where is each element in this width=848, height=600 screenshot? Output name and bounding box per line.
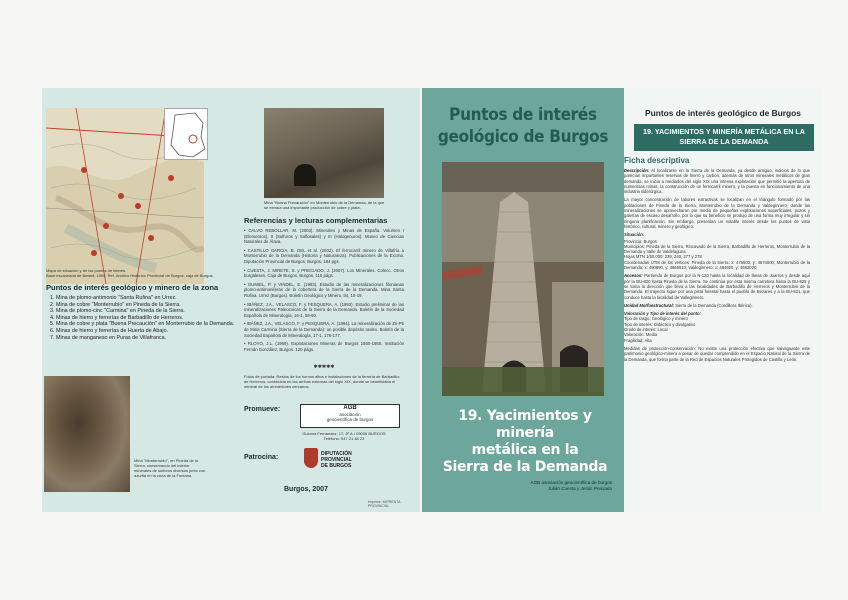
agb-logo-line: asociación	[339, 412, 361, 417]
para-2: La mayor concentración de labores extractivas se localizan en el triángulo formado por las poblaciones de Pineda de la Sierra, Monterrubio de la Demanda y Valdeginnero, donde las mineralizaciones se aprovecharon por medio de pequeñas explotaciones superficiales, pozos y galerías de escaso desarrollo, por lo que su beneficio se produjo de una forma muy irregular y sin ninguna planificación. Sin embargo, presentan un notable interés desde los puntos de vista histórico, cultural, minero y geológico.	[624, 197, 810, 229]
mine-entrance	[294, 164, 316, 186]
refs-list	[244, 228, 404, 355]
diputacion-logo-text	[321, 451, 352, 469]
patrocina-label: Patrocina:	[244, 454, 279, 461]
agb-logo-line: geocientífica de burgos	[326, 417, 374, 422]
unidad-text: Sierra de la Demanda (Cordillera Ibérica).	[674, 302, 753, 308]
diputacion-line: DIPUTACIÓN	[321, 451, 352, 457]
list-item: • IBÁÑEZ, J.A., VELASCO, F. y PESQUERA, A. (1993). Estudio preliminar de las mineralizaciones Paleozoicas de la Sierra de la Demanda. Boletín de la Sociedad Española de Mineralogía, 16-1, 59-60.	[244, 301, 404, 318]
ficha-title: Ficha descriptiva	[624, 156, 690, 165]
list-item: 1. Mina de plomo-antimonio "Santa Rufina" en Urrez.	[56, 295, 240, 302]
situacion-line: Municipios: Pineda de la Sierra, Riocavado de la Sierra, Barbadillo de Herreros, Monterrubio de la Demanda y Valle de Valdelaguna.	[624, 243, 810, 255]
list-item: • CALVO REBOLLAR, M. (2003). Minerales y Minas de España. Volumen I (Elementos), II (Sulfuros y Sulfosales) y III (Halogenuros). Museo de Ciencias Naturales de Álava.	[244, 228, 404, 245]
unidad-label: Unidad Morfoestructural:	[624, 302, 675, 308]
accesos-label: Accesos:	[624, 273, 643, 279]
panel-references	[244, 88, 420, 512]
sites-title: Puntos de interés geológico y minero de la zona	[46, 283, 219, 292]
subtitle-line: metálica en la	[471, 442, 579, 458]
province-outline	[165, 109, 208, 160]
description-para	[624, 168, 810, 194]
diputacion-line: PROVINCIAL	[321, 457, 352, 463]
unidad-para	[624, 303, 810, 308]
cover-authors	[482, 480, 612, 492]
valoracion-line: Tipo de rasgo: Geológico y minero	[624, 316, 688, 322]
panel-ficha	[624, 88, 822, 512]
mine-photo-monterrubio	[44, 376, 130, 492]
list-item: • RLOYO, J.L. (1969). Explotaciones Mineras de Burgos 1850-1950. Institución Fernán González, Burgos. 120 págs.	[244, 341, 404, 352]
map-caption: Mapa de situación y de los puntos de interés.	[46, 268, 127, 273]
furnace-graphic	[442, 162, 604, 396]
publication-date: Burgos, 2007	[284, 486, 328, 493]
list-item: 2. Mina de cobre "Monterrubio" en Pineda de la Sierra.	[56, 302, 240, 309]
agb-logo	[300, 404, 400, 428]
valoracion-line: Grado de interés: Local	[624, 327, 668, 333]
valoracion-line: Tipo de interés: Didáctico y divulgativo	[624, 321, 696, 327]
list-item: 5. Mina de cobre y plata "Buena Precaución" en Monterrubio de la Demanda.	[56, 321, 240, 328]
list-item: 4. Minas de hierro y ferrerías de Barbadillo de Herreros.	[56, 315, 240, 322]
banner-text: 19. YACIMIENTOS Y MINERÍA METÁLICA EN LA SIERRA DE LA DEMANDA	[642, 127, 805, 146]
accesos-text: Partiendo de Burgos por la N-120 hasta la localidad de Ibeas de Juarros y desde aquí por la BU-820 hasta Pineda de la Sierra. Se continúa por esta misma carretera hasta la BU-825 y se toma la dirección que lleva a las localidades de Barbadillo de Herreros y Monterrubio de la Demanda. El trayecto sigue por una pista forestal hasta el pueblo de Bezares y a la BU-821, que conduce hasta la localidad de Valleginnero.	[624, 273, 810, 300]
cover-title-line1: Puntos de interés	[449, 105, 597, 125]
situacion-line: Provincia: Burgos	[624, 238, 657, 244]
cover-photo-credits: Fotos de portada: Restos de los hornos altos e instalaciones de la ferrería de Barbadillo de Herreros, construida en las arribas externas del siglo XIX, donde se beneficiaba el mineral de los alrededores cercanos.	[244, 374, 400, 389]
valoracion-label: Valoración y Tipo de interés del punto:	[624, 311, 702, 317]
proteccion-para: Medidas de protección-conservación: No existe una protección efectiva que salvaguarde este patrimonio geológico-minero a pesar de quedar comprendido en el Espacio Natural de la Sierra de la Demanda, que forma parte de la Red de Espacios Naturales Protegidos de Castilla y León.	[624, 345, 810, 362]
agb-phone: Teléfono: 947 21 48 23	[323, 436, 365, 441]
panel-cover	[422, 88, 624, 512]
cover-title-line2: geológico de Burgos	[437, 127, 609, 147]
list-item: • CASTILLO GARCÍA, B. DEL et al. (2002). El ferrocarril minero de Villafría a Monterrubio de la Demanda (Historia y Naturaleza). Publicaciones de la Excma. Diputación Provincial de Burgos, Burgos, 184 pgs.	[244, 247, 404, 264]
mine-photo-caption: Mina "Monterrubio", en Pineda de la Sierra, conservando del interior minerales de sulfuros diversos junto con azurita en la zona de la Fontana.	[134, 458, 206, 478]
ficha-body	[624, 168, 810, 365]
mine-photo-buena-precaucion	[264, 108, 384, 198]
promueve-label: Promueve:	[244, 406, 281, 413]
diputacion-line: DE BURGOS	[321, 463, 352, 469]
authors-names: Julián Cuesta y Jesús Preciado	[547, 486, 612, 491]
map-credit: Base escaneada de Bowell, 1900. Ref. Archivo Histórico Provincial de Burgos, caja de Burgos.	[46, 273, 214, 278]
title-banner	[634, 124, 814, 151]
list-item: • GUMIEL, P. y VINDEL, E. (1983). Estudio de las mineralizaciones filonianas plomo-antimoniferas de la cobertera de la Sierra de la Demanda. Mina Santa Rufina. Urrez (Burgos). Boletín Geológico y Minero, 94, 10-19.	[244, 281, 404, 298]
authors-org: AGB asociación geocientífica de burgos	[530, 480, 612, 485]
accesos-para	[624, 273, 810, 299]
list-item: 7. Minas de manganeso en Puras de Villafranca.	[56, 335, 240, 342]
refs-title: Referencias y lecturas complementarias	[244, 216, 388, 225]
print-note: Imprime: IMPRENTA PROVINCIAL	[368, 500, 401, 508]
desc-text: Al localizarse en la Sierra de la Demanda, ya desde antiguo, indicios de lo que parecían importantes reservas de hierro y carbón, además de otros minerales metálicos de gran demanda, se inicia a mediados del siglo XIX una intensa explotación que permitió la apertura de numerosas minas, la construcción de un ferrocarril minero, y la puesta en funcionamiento de una industria siderúrgica.	[624, 168, 810, 195]
valoracion-line: Fragilidad: Alta	[624, 337, 652, 343]
subtitle-line: Sierra de la Demanda	[442, 459, 608, 475]
subtitle-line: 19. Yacimientos y minería	[458, 408, 592, 441]
cover-subtitle	[440, 408, 610, 476]
list-item: 6. Minas de hierro y ferrerías de Huerta de Abajo.	[56, 328, 240, 335]
buena-precaucion-caption: Mina "Buena Precaución" en Monterrubio de la Demanda, de la que se extraía una importante producción de cobre y plata.	[264, 200, 385, 210]
valoracion-line: Valoración: Media	[624, 332, 658, 338]
cover-photo-furnace	[442, 162, 604, 396]
sites-list	[42, 295, 240, 341]
desc-label: Descripción:	[624, 168, 650, 173]
agb-address: Guloma Fernández, 17, 6º A • 09006 BURGOS	[302, 431, 386, 436]
situacion-label: Situación:	[624, 232, 645, 238]
list-item: 3. Mina de plomo-cinc "Carmina" en Pineda de la Sierra.	[56, 308, 240, 315]
inset-map-castilla	[164, 108, 208, 160]
situacion-line: Hojas MTN 1/50.000: 239, 240, 277 y 278	[624, 254, 702, 260]
agb-logo-mark: AGB	[343, 405, 357, 411]
header-title: Puntos de interés geológico de Burgos	[645, 108, 801, 118]
list-item: • IBÁÑEZ, J.A., VELASCO, F. y PESQUERA, A. (1994). La mineralización de Zn-Pb de Mina Carmina (Sierra de la Demanda): un posible depósito sedex. Boletín de la Sociedad Española de Mineralogía, 17-1, 176-177.	[244, 321, 404, 338]
diputacion-shield	[304, 448, 318, 468]
list-item: • CUESTA, J. MIRETE, S. y PRECIADO, J. (2007). Los Minerales. Colecc. Otros burgaleses. Caja de Burgos, Burgos, 110 págs.	[244, 267, 404, 279]
separator-stars: ✱✱✱✱✱	[313, 364, 335, 370]
situacion-line: Coordenadas UTM de los vértices: Pineda de la Sierra: x: 475500, y: 4674000; Monterrubio de la Demanda: x: 490890, y: 4666510; Valdeginnero: x: 484920, y: 4663020.	[624, 259, 810, 271]
panel-map	[42, 88, 244, 512]
